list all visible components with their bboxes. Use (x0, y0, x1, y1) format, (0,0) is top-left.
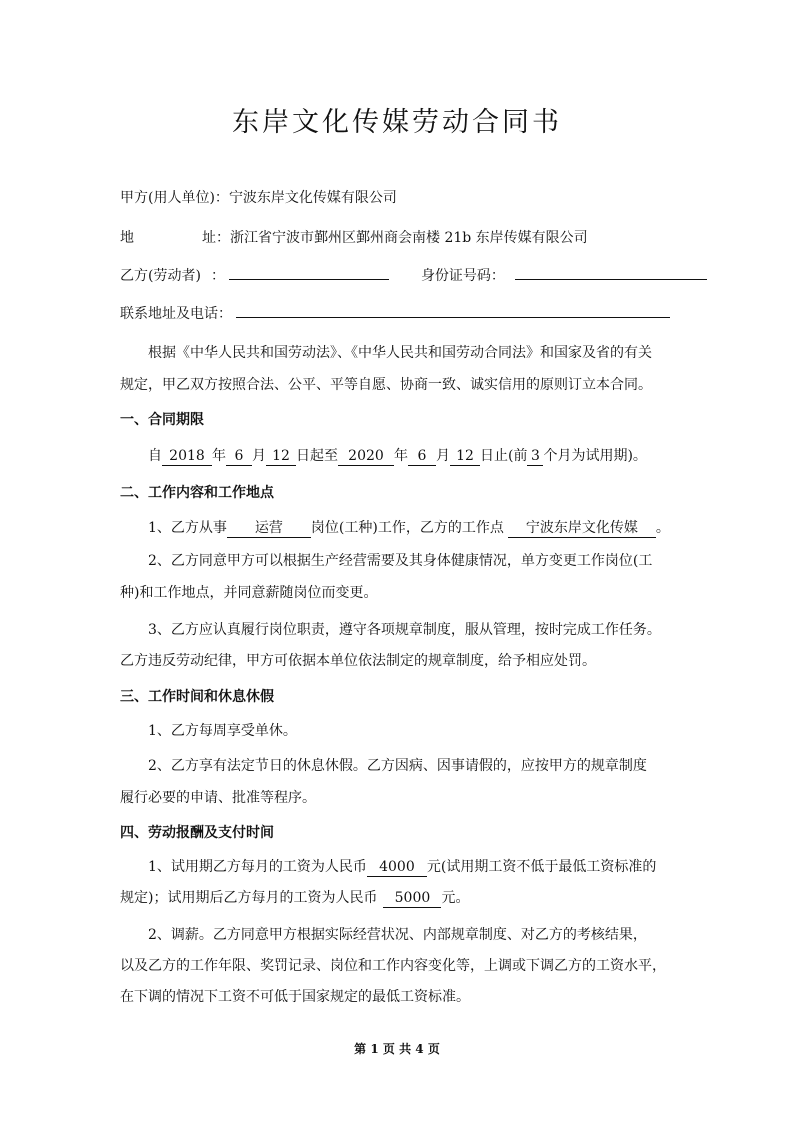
footer-text: 页 (427, 1042, 440, 1056)
start-day: 12 (266, 447, 296, 466)
party-b-colon: ： (210, 268, 225, 284)
term-row (148, 446, 647, 466)
party-b-label: 乙方(劳动者) (120, 268, 201, 284)
preamble-line-1: 根据《中华人民共和国劳动法》、《中华人民共和国劳动合同法》和国家及省的有关 (148, 345, 652, 361)
party-a-label: 甲方(用人单位)： (120, 190, 229, 206)
contract-title: 东岸文化传媒劳动合同书 (232, 107, 562, 138)
term-text: 日止(前 (480, 448, 528, 464)
term-text: 月 (252, 448, 266, 464)
workplace-value: 宁波东岸文化传媒 (508, 519, 656, 538)
start-year: 2018 (162, 447, 212, 466)
contact-blank[interactable] (236, 317, 670, 318)
party-a-row (120, 188, 397, 208)
party-b-name-blank[interactable] (229, 279, 389, 280)
preamble-line-2: 规定，甲乙双方按照合法、公平、平等自愿、协商一致、诚实信用的原则订立本合同。 (120, 377, 652, 393)
regular-salary: 5000 (383, 889, 441, 908)
clause-2-2-line-1: 2、乙方同意甲方可以根据生产经营需要及其身体健康情况，单方变更工作岗位(工 (148, 553, 653, 569)
term-text: 个月为试用期)。 (543, 448, 647, 464)
page-footer (0, 1040, 794, 1057)
footer-text: 页 共 (382, 1042, 412, 1056)
clause-3-1: 1、乙方每周享受单休。 (148, 723, 297, 739)
position-text: 1、乙方从事 (148, 520, 227, 536)
clause-2-3-line-2: 乙方违反劳动纪律，甲方可依据本单位依法制定的规章制度，给予相应处罚。 (120, 653, 596, 669)
term-text: 月 (436, 448, 450, 464)
id-number-blank[interactable] (515, 279, 707, 280)
clause-2-2-line-2: 种)和工作地点，并同意薪随岗位而变更。 (120, 585, 378, 601)
end-month: 6 (408, 447, 436, 466)
salary-text: 元。 (441, 890, 470, 906)
section-3-heading: 三、工作时间和休息休假 (120, 689, 274, 705)
section-1-heading: 一、合同期限 (120, 412, 204, 428)
start-month: 6 (226, 447, 252, 466)
party-b-row (120, 266, 707, 286)
trial-months: 3 (527, 447, 543, 466)
end-year: 2020 (338, 447, 394, 466)
term-text: 自 (148, 448, 162, 464)
section-4-heading: 四、劳动报酬及支付时间 (120, 825, 274, 841)
page-total: 4 (415, 1042, 424, 1056)
clause-4-2-line-3: 在下调的情况下工资不可低于国家规定的最低工资标准。 (120, 989, 470, 1005)
position-value: 运营 (227, 519, 311, 538)
id-number-label: 身份证号码： (420, 268, 505, 284)
position-text: 岗位(工种)工作，乙方的工作点 (310, 520, 504, 536)
salary-text: 元(试用期工资不低于最低工资标准的 (426, 859, 657, 875)
contact-label: 联系地址及电话： (120, 306, 232, 322)
clause-4-2-line-1: 2、调薪。乙方同意甲方根据实际经营状况、内部规章制度、对乙方的考核结果， (148, 927, 647, 943)
address-label-1: 地 (120, 230, 134, 246)
address-value: 浙江省宁波市鄞州区鄞州商会南楼 21b 东岸传媒有限公司 (230, 230, 588, 246)
salary-text: 1、试用期乙方每月的工资为人民币 (148, 859, 367, 875)
salary-text: 规定)；试用期后乙方每月的工资为人民币 (120, 890, 378, 906)
salary-row-2 (120, 888, 469, 908)
section-2-heading: 二、工作内容和工作地点 (120, 485, 274, 501)
salary-row-1 (148, 857, 656, 877)
contact-row (120, 304, 670, 324)
address-label-2: 址： (202, 230, 230, 246)
party-a-value: 宁波东岸文化传媒有限公司 (228, 190, 397, 206)
term-text: 年 (394, 448, 408, 464)
clause-2-3-line-1: 3、乙方应认真履行岗位职责，遵守各项规章制度，服从管理，按时完成工作任务。 (148, 622, 661, 638)
clause-4-2-line-2: 以及乙方的工作年限、奖罚记录、岗位和工作内容变化等，上调或下调乙方的工资水平， (120, 958, 666, 974)
position-row (148, 518, 670, 538)
footer-text: 第 (354, 1042, 367, 1056)
term-text: 年 (212, 448, 226, 464)
trial-salary: 4000 (367, 858, 427, 877)
clause-3-2-line-2: 履行必要的申请、批准等程序。 (120, 790, 316, 806)
page-number: 1 (370, 1042, 379, 1056)
address-row (120, 228, 588, 248)
term-text: 日起至 (296, 448, 338, 464)
position-text: 。 (655, 520, 670, 536)
end-day: 12 (450, 447, 480, 466)
clause-3-2-line-1: 2、乙方享有法定节日的休息休假。乙方因病、因事请假的，应按甲方的规章制度 (148, 758, 647, 774)
